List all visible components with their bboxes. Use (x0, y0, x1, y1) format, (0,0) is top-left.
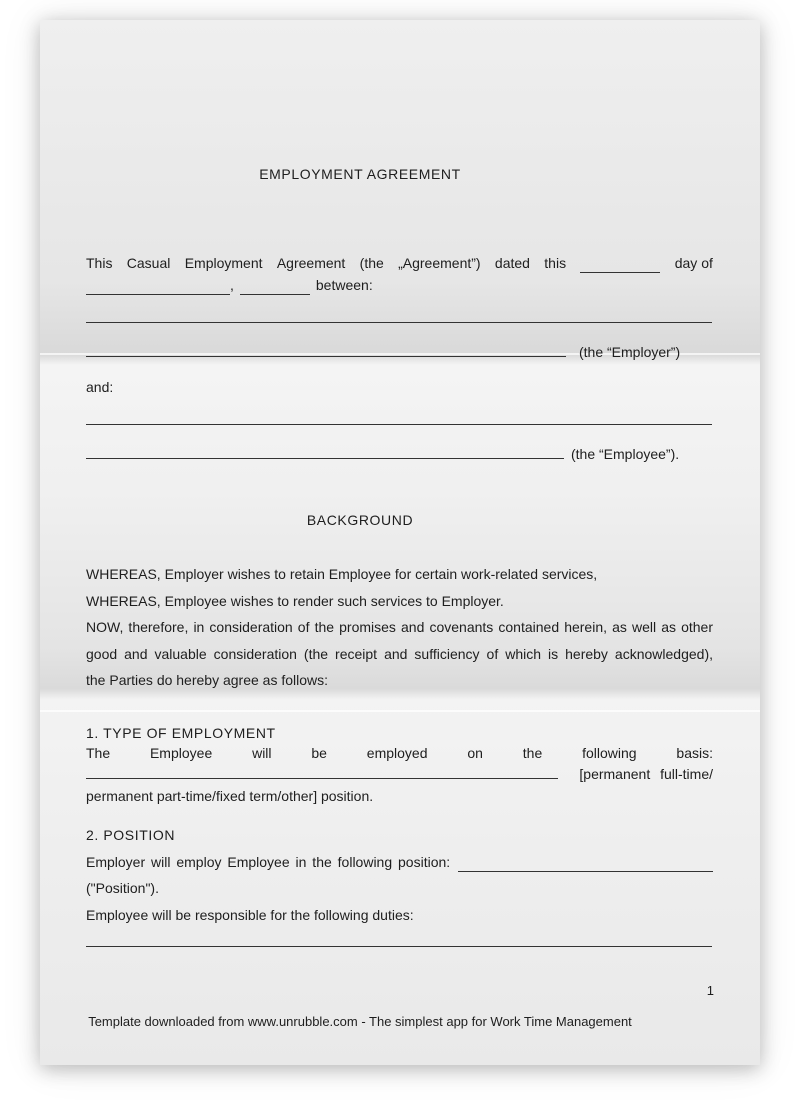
day-blank[interactable] (580, 258, 660, 273)
year-blank[interactable] (240, 280, 310, 295)
section1-word: be (311, 745, 327, 761)
intro-word: Casual (126, 255, 171, 271)
background-line: WHEREAS, Employee wishes to render such services to Employer. (86, 593, 504, 609)
employer-address-line[interactable] (86, 356, 566, 357)
position-label: ("Position"). (86, 880, 159, 896)
position-line (86, 852, 713, 872)
day-of-text: day of (674, 255, 713, 271)
section1-word: employed (366, 745, 428, 761)
position-text: Employer will employ Employee in the following position: (86, 854, 451, 870)
duties-text: Employee will be responsible for the following duties: (86, 907, 414, 923)
background-line: the Parties do hereby agree as follows: (86, 672, 329, 688)
intro-word: (the (359, 255, 384, 271)
document-title: EMPLOYMENT AGREEMENT (259, 166, 461, 182)
section1-word: Employee (149, 745, 213, 761)
paper-fold (40, 710, 760, 712)
basis-options: [permanent full-time/ (579, 766, 713, 782)
employer-name-line[interactable] (86, 322, 712, 323)
intro-word: „Agreement”) (398, 255, 481, 271)
month-blank[interactable] (86, 280, 230, 295)
intro-word: Employment (184, 255, 263, 271)
intro-line (86, 253, 713, 273)
background-line: WHEREAS, Employer wishes to retain Employee for certain work-related services, (86, 566, 598, 582)
section1-word: following (582, 745, 637, 761)
duties-line[interactable] (86, 946, 712, 947)
employee-label: (the “Employee”). (571, 446, 680, 462)
section1-word: basis: (676, 745, 713, 761)
and-label: and: (86, 379, 114, 395)
background-line: good and valuable consideration (the receipt and sufficiency of which is hereby acknowledged), (86, 646, 713, 662)
position-blank[interactable] (458, 857, 713, 872)
section1-word: on (467, 745, 483, 761)
background-heading: BACKGROUND (306, 512, 414, 528)
employment-basis-line[interactable] (86, 778, 558, 779)
section1-word: will (252, 745, 272, 761)
intro-line-2 (86, 275, 713, 295)
section1-word: The (86, 745, 111, 761)
intro-word: dated (494, 255, 530, 271)
intro-word: Agreement (276, 255, 346, 271)
employer-label: (the “Employer”) (579, 344, 681, 360)
section1-line (86, 743, 713, 763)
intro-word: this (544, 255, 567, 271)
intro-word: This (86, 255, 113, 271)
comma: , (230, 277, 234, 293)
section1-word: the (522, 745, 543, 761)
basis-options-continued: permanent part-time/fixed term/other] position. (86, 788, 374, 804)
background-line: NOW, therefore, in consideration of the promises and covenants contained herein, as well as other (86, 619, 713, 635)
footer-text: Template downloaded from www.unrubble.com - The simplest app for Work Time Management (88, 1014, 632, 1029)
page-number: 1 (706, 983, 714, 998)
employee-name-line[interactable] (86, 424, 712, 425)
section1-heading: 1. TYPE OF EMPLOYMENT (86, 725, 276, 741)
employee-address-line[interactable] (86, 458, 564, 459)
between-text: between: (315, 277, 373, 293)
section2-heading: 2. POSITION (86, 827, 176, 843)
